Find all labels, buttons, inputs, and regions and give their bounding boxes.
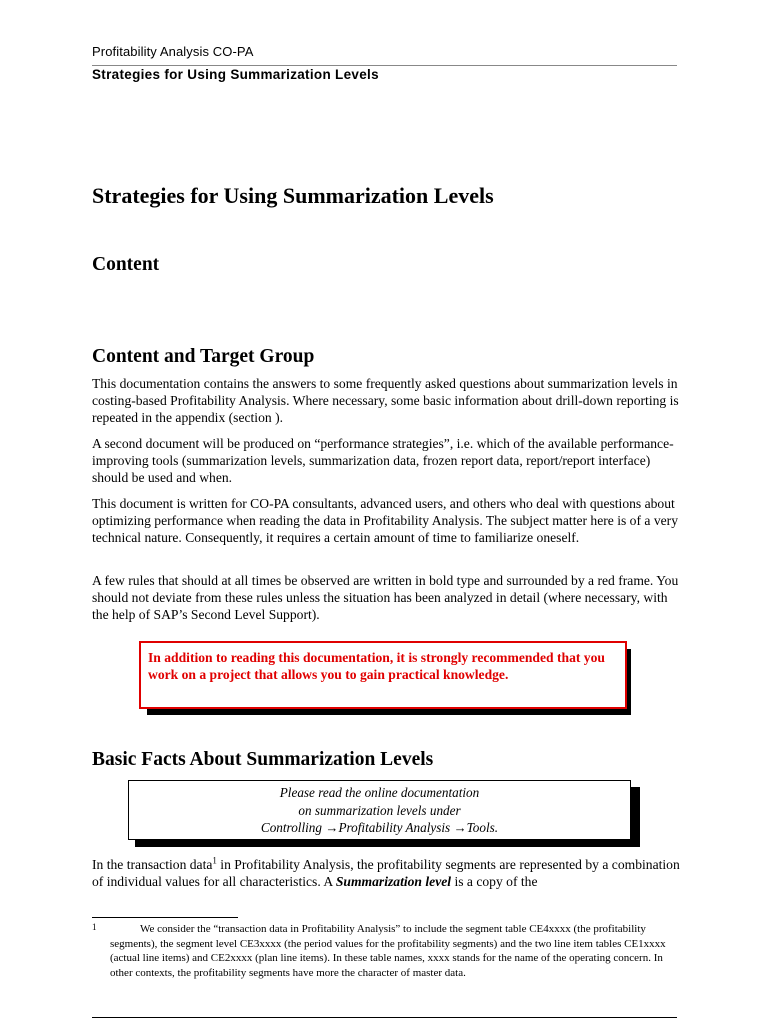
paragraph-intro: This documentation contains the answers to some frequently asked questions about summarization levels in costing-based Profitability Analysis. Where necessary, some basic information about drill-down reporting is repeated in the appendix (section ).: [92, 376, 679, 425]
note-line-3: Controlling →Profitability Analysis →Tools.: [260, 820, 499, 835]
footnote-text: We consider the “transaction data in Profitability Analysis” to include the segment table CE4xxxx (the profitability segments), the segment level CE3xxxx (the period values for the profitability segments) and the two line item tables CE1xxxx (actual line items) and CE2xxxx (plan line items). In these table names, xxxx stands for the name of the operating concern. In other contexts, the profitability segments have more the character of master data.: [110, 923, 666, 979]
note-line-2: on summarization levels under: [298, 802, 461, 818]
paragraph-rules: A few rules that should at all times be observed are written in bold type and surrounded by a red frame. You should not deviate from these rules unless the situation has been analyzed in detail (where necessary, with the help of SAP’s Second Level Support).: [92, 573, 679, 622]
running-header-title: Profitability Analysis CO-PA: [92, 44, 254, 59]
p5-text-middle: in Profitability Analysis, the profitability segments are represented by a combination of individual values for all characteristics. A: [92, 857, 680, 889]
paragraph-audience: This document is written for CO-PA consultants, advanced users, and others who deal with questions about optimizing performance when reading the data in Profitability Analysis. The subject matter here is of a very technical nature. Consequently, it requires a certain amount of time to familiarize oneself.: [92, 496, 678, 545]
term-summarization-level: Summarization level: [335, 874, 452, 889]
rule-box: [139, 641, 627, 709]
footnote-number: 1: [92, 922, 97, 932]
footnote-reference: 1: [212, 855, 217, 866]
footnote-divider: [92, 917, 238, 918]
page-title: Strategies for Using Summarization Levels: [92, 183, 494, 208]
note-box: [128, 780, 631, 840]
p5-text-end: is a copy of the: [451, 874, 538, 889]
heading-basic-facts: Basic Facts About Summarization Levels: [92, 749, 434, 770]
page-bottom-rule: [92, 1017, 677, 1018]
note-line-1: Please read the online documentation: [279, 785, 480, 800]
p5-text-start: In the transaction data: [92, 857, 213, 872]
paragraph-second-document: A second document will be produced on “performance strategies”, i.e. which of the available performance-improving tools (summarization levels, summarization data, frozen report data, report/report interface) should be used and when.: [92, 436, 674, 485]
heading-content: Content: [92, 254, 160, 275]
running-header-subtitle: Strategies for Using Summarization Levels: [92, 67, 379, 82]
heading-content-target-group: Content and Target Group: [92, 346, 315, 367]
header-divider: [92, 65, 677, 66]
rule-box-text: In addition to reading this documentation, it is strongly recommended that you work on a project that allows you to gain practical knowledge.: [148, 650, 605, 682]
paragraph-transaction-data: [92, 856, 682, 890]
